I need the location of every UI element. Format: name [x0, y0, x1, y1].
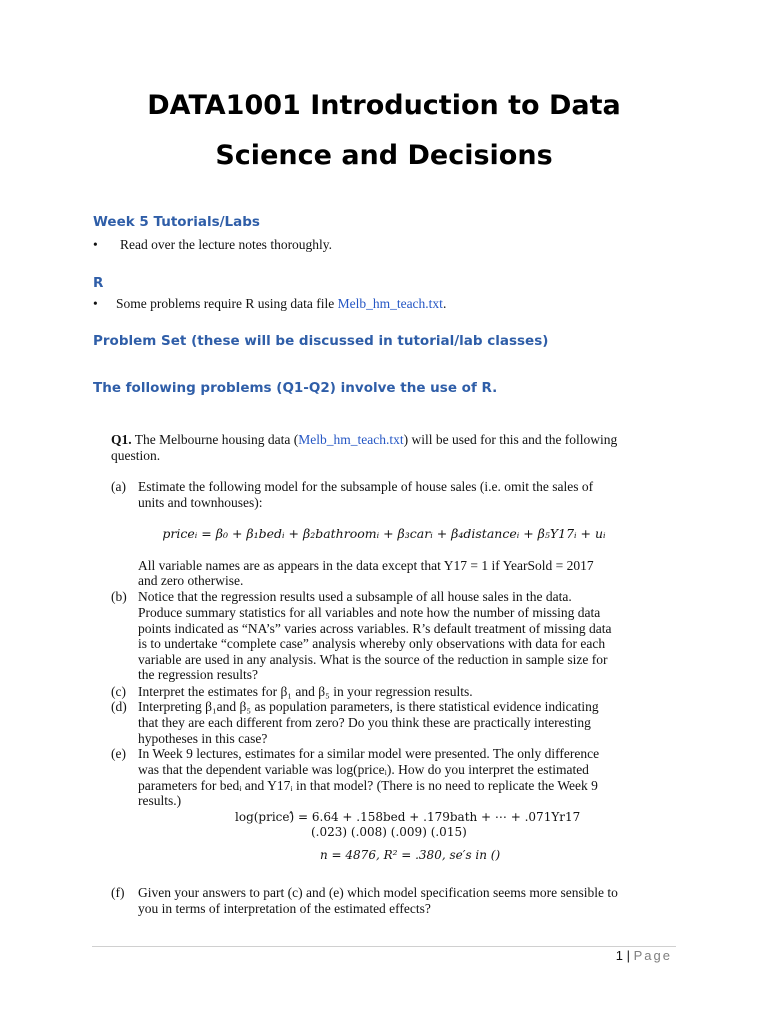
page-word: Page [633, 948, 672, 963]
part-b-line-6: the regression results? [138, 667, 258, 682]
estimated-equation-standard-errors: (.023) (.008) (.009) (.015) [311, 825, 467, 839]
melb-data-file-link[interactable]: Melb_hm_teach.txt [337, 296, 443, 311]
q1-data-file-link[interactable]: Melb_hm_teach.txt [298, 432, 404, 447]
part-b-line-5: variable are used in any analysis. What is the source of the reduction in sample size for [138, 652, 608, 667]
part-a-note-1: All variable names are as appears in the data except that Y17 = 1 if YearSold = 2017 [138, 558, 594, 573]
bullet-dot: • [93, 296, 98, 311]
part-f-line-2: you in terms of interpretation of the estimated effects? [138, 901, 431, 916]
part-e-line-4: results.) [138, 793, 182, 808]
part-e-label: (e) [111, 746, 126, 761]
page-footer [616, 948, 672, 963]
part-b-line-4: is to undertake “complete case” analysis whereby only observations with data for each [138, 636, 606, 651]
part-f-line-1: Given your answers to part (c) and (e) which model specification seems more sensible to [138, 885, 618, 900]
q1-line-2: question. [111, 448, 161, 463]
document-title-line-1: DATA1001 Introduction to Data [147, 90, 621, 121]
r-heading: R [93, 275, 104, 291]
part-b-label: (b) [111, 589, 127, 604]
estimated-equation-stats: n = 4876, R² = .380, se′s in () [320, 848, 501, 862]
regression-model-equation: priceᵢ = β₀ + β₁bedᵢ + β₂bathroomᵢ + β₃carᵢ + β₄distanceᵢ + β₅Y17ᵢ + uᵢ [162, 526, 606, 541]
part-e-line-2: was that the dependent variable was log(priceᵢ). How do you interpret the estimated [138, 762, 589, 777]
q1-line-1: Q1. The Melbourne housing data (Melb_hm_teach.txt) will be used for this and the following [111, 432, 618, 447]
part-b-line-3: points indicated as “NA’s” varies across variables. R’s default treatment of missing data [138, 621, 612, 636]
part-b-line-2: Produce summary statistics for all variables and note how the number of missing data [138, 605, 601, 620]
problem-set-heading: Problem Set (these will be discussed in tutorial/lab classes) [93, 333, 549, 349]
part-a-label: (a) [111, 479, 126, 494]
part-a-line-1: Estimate the following model for the subsample of house sales (i.e. omit the sales of [138, 479, 594, 494]
part-e-line-3: parameters for bedᵢ and Y17ᵢ in that model? (There is no need to replicate the Week 9 [138, 778, 598, 793]
part-d-label: (d) [111, 699, 127, 714]
part-c-label: (c) [111, 684, 126, 699]
part-a-note-2: and zero otherwise. [138, 573, 244, 588]
part-b-line-1: Notice that the regression results used a subsample of all house sales in the data. [138, 589, 572, 604]
r-bullet-suffix: . [442, 296, 447, 311]
estimated-equation-line-1: log(price)̂ = 6.64 + .158bed + .179bath + ⋯ + .071Yr17 [235, 810, 581, 824]
footer-divider [92, 946, 676, 947]
part-d-line-3: hypotheses in this case? [138, 731, 268, 746]
part-e-line-1: In Week 9 lectures, estimates for a similar model were presented. The only difference [138, 746, 600, 761]
footer-separator: | [626, 948, 630, 963]
part-a-line-2: units and townhouses): [138, 495, 263, 510]
part-c-line-1: Interpret the estimates for β₁ and β₅ in your regression results. [138, 684, 473, 699]
bullet-dot: • [93, 237, 98, 252]
part-d-line-1: Interpreting β₁and β₅ as population parameters, is there statistical evidence indicating [138, 699, 599, 714]
r-bullet-text [116, 296, 446, 312]
q1-label: Q1. [111, 432, 132, 447]
document-title-line-2: Science and Decisions [215, 140, 553, 171]
r-bullet-prefix: Some problems require R using data file [116, 296, 338, 311]
following-problems-heading: The following problems (Q1-Q2) involve the use of R. [93, 380, 498, 396]
part-d-line-2: that they are each different from zero? Do you think these are practically interesting [138, 715, 591, 730]
part-f-label: (f) [111, 885, 125, 900]
week-heading: Week 5 Tutorials/Labs [93, 214, 260, 230]
page-number: 1 [615, 948, 623, 963]
week-bullet-text: Read over the lecture notes thoroughly. [120, 237, 333, 252]
